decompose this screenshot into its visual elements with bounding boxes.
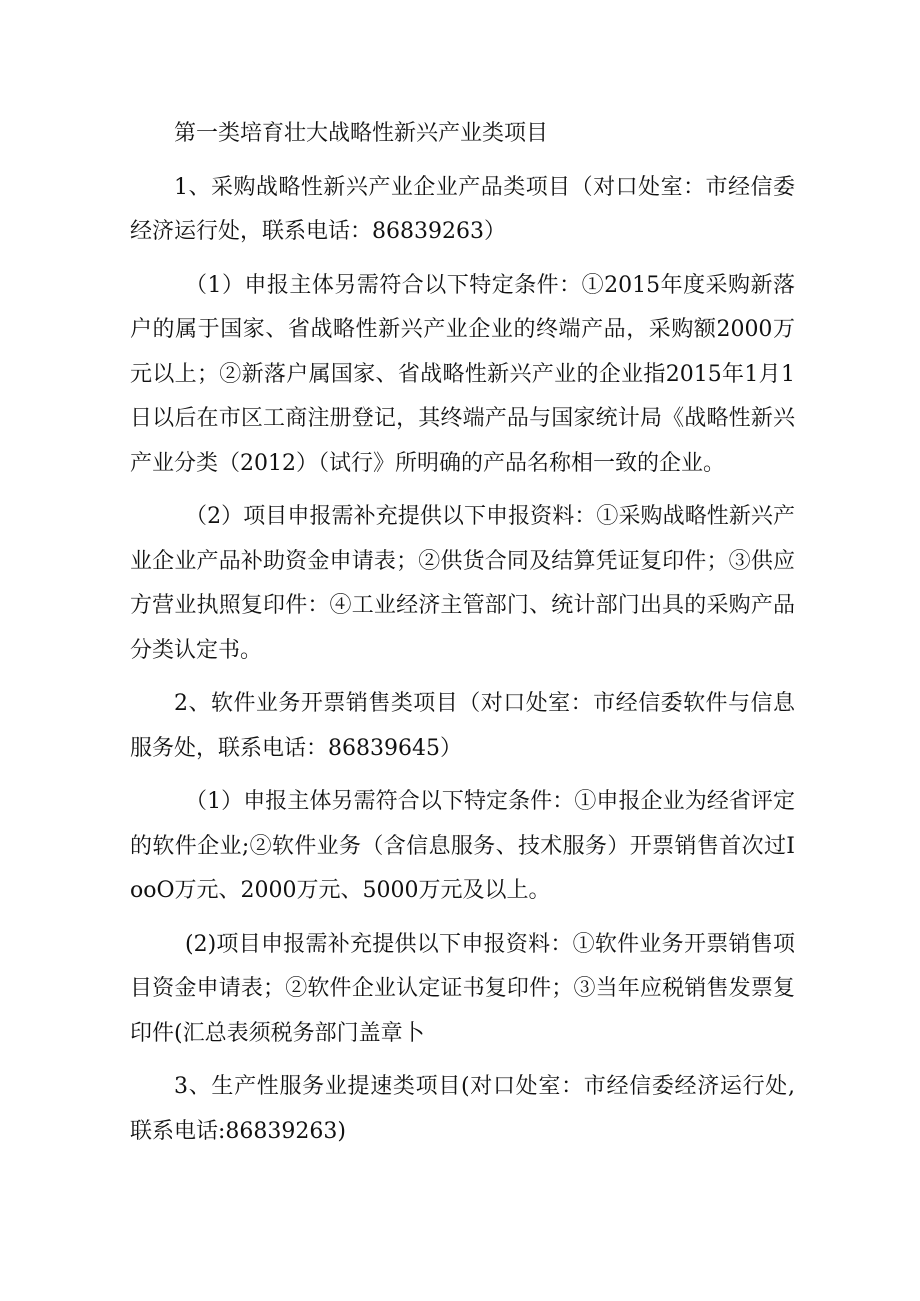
item-1-condition: （1）申报主体另需符合以下特定条件：①2015年度采购新落户的属于国家、省战略性新兴产业企业的终端产品，采购额2000万元以上；②新落户属国家、省战略性新兴产业的企业指2015年1月1日以后在市区工商注册登记，其终端产品与国家统计局《战略性新兴产业分类（2012）（试行》所明确的产品名称相一致的企业。 <box>130 272 796 476</box>
section-heading: 第一类培育壮大战略性新兴产业类项目 <box>174 121 549 146</box>
item-2-condition: （1）申报主体另需符合以下特定条件：①申报企业为经省评定的软件企业;②软件业务（含信息服务、技术服务）开票销售首次过IooO万元、2000万元、5000万元及以上。 <box>130 789 795 903</box>
item-3-title: 3、生产性服务业提速类项目(对口处室：市经信委经济运行处,联系电话:86839263) <box>130 1074 795 1144</box>
document-body <box>130 112 795 1163</box>
item-1-title: 1、采购战略性新兴产业企业产品类项目（对口处室：市经信委经济运行处，联系电话：86839263） <box>130 174 795 244</box>
item-1-materials: （2）项目申报需补充提供以下申报资料：①采购战略性新兴产业企业产品补助资金申请表；②供货合同及结算凭证复印件；③供应方营业执照复印件：④工业经济主管部门、统计部门出具的采购产品分类认定书。 <box>130 504 795 663</box>
item-2-materials: (2)项目申报需补充提供以下申报资料：①软件业务开票销售项目资金申请表；②软件企业认定证书复印件；③当年应税销售发票复印件(汇总表须税务部门盖章卜 <box>130 931 795 1046</box>
item-2-title: 2、软件业务开票销售类项目（对口处室：市经信委软件与信息服务处，联系电话：86839645） <box>130 691 795 761</box>
